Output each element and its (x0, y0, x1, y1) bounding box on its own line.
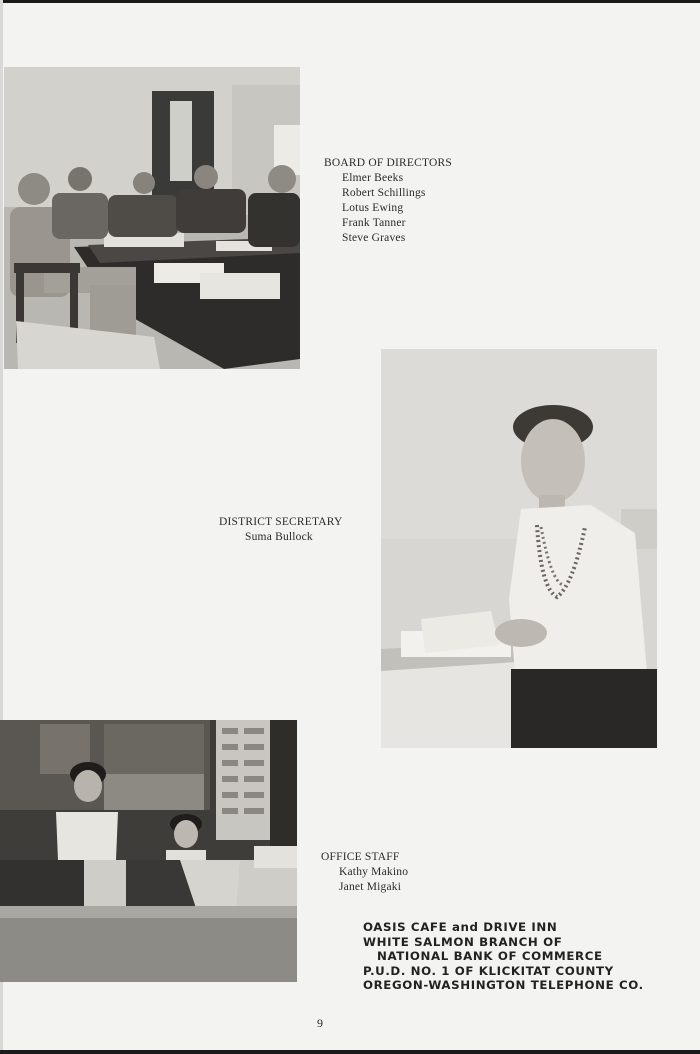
office-staff-name: Kathy Makino (339, 866, 409, 878)
office-staff-caption (321, 850, 408, 895)
secretary-heading: DISTRICT SECRETARY (219, 516, 343, 528)
secretary-name: Suma Bullock (245, 531, 313, 543)
board-of-directors-photo (4, 67, 300, 369)
board-name: Steve Graves (342, 232, 406, 244)
office-staff-name: Janet Migaki (339, 881, 402, 893)
page-top-edge (0, 0, 700, 3)
board-name: Frank Tanner (342, 217, 406, 229)
board-name: Robert Schillings (342, 187, 426, 199)
sponsor-line: NATIONAL BANK OF COMMERCE (377, 949, 603, 964)
board-names (324, 171, 452, 246)
page-bottom-edge (0, 1050, 700, 1054)
sponsor-list (363, 920, 644, 993)
sponsor-line: P.U.D. NO. 1 OF KLICKITAT COUNTY (363, 963, 614, 978)
office-staff-names (321, 865, 408, 895)
board-caption (324, 156, 452, 246)
board-heading: BOARD OF DIRECTORS (324, 157, 452, 169)
board-name: Elmer Beeks (342, 172, 404, 184)
board-name: Lotus Ewing (342, 202, 404, 214)
office-staff-heading: OFFICE STAFF (321, 851, 400, 863)
office-staff-photo (0, 720, 297, 982)
district-secretary-photo (381, 349, 657, 748)
sponsor-line: OASIS CAFE and DRIVE INN (363, 920, 558, 934)
sponsor-line: OREGON-WASHINGTON TELEPHONE CO. (363, 978, 644, 993)
secretary-names (219, 530, 343, 545)
secretary-caption (219, 515, 343, 545)
sponsor-line: WHITE SALMON BRANCH OF (363, 934, 563, 949)
page-number: 9 (317, 1016, 323, 1030)
